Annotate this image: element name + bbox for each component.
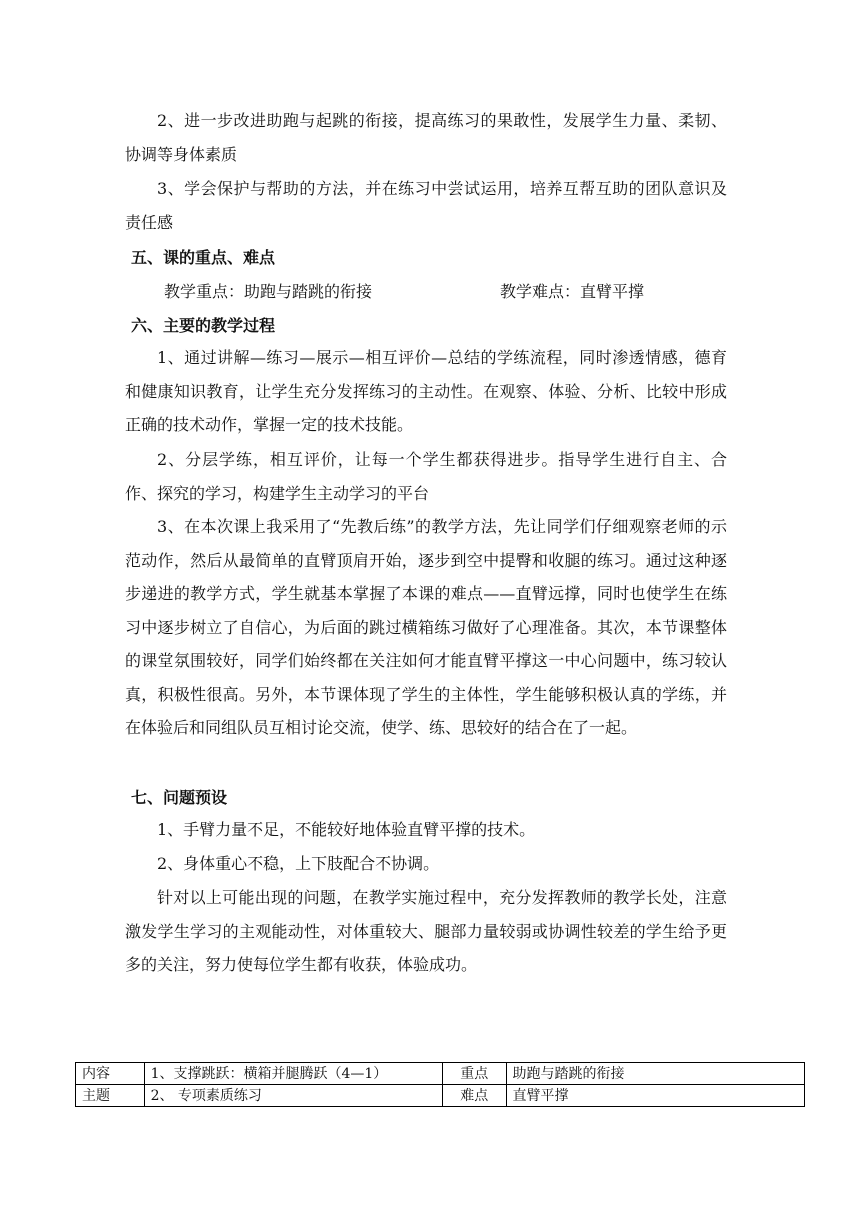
content-topic-label-top: 内容 (76, 1063, 145, 1085)
problem-paragraph-2: 2、身体重心不稳，上下肢配合不协调。 (157, 854, 440, 873)
content-item-2: 2、 专项素质练习 (144, 1085, 442, 1107)
table-row (76, 1085, 805, 1107)
problem-paragraph-1: 1、手臂力量不足，不能较好地体验直臂平撑的技术。 (157, 820, 536, 839)
table-row (76, 1063, 805, 1085)
section-7-heading: 七、问题预设 (131, 788, 228, 807)
section-6-heading: 六、主要的教学过程 (131, 316, 276, 335)
process-paragraph-3: 3、在本次课上我采用了“先教后练”的教学方法，先让同学们仔细观察老师的示范动作，然后从最简单的直臂顶肩开始，逐步到空中提臀和收腿的练习。通过这种逐步递进的教学方式，学生就基本掌握了本课的难点——直臂远撑，同时也使学生在练习中逐步树立了自信心，为后面的跳过横箱练习做好了心理准备。其次，本节课整体的课堂氛围较好，同学们始终都在关注如何才能直臂平撑这一中心问题中，练习较认真，积极性很高。另外，本节课体现了学生的主体性，学生能够积极认真的学练，并在体验后和同组队员互相讨论交流，使学、练、思较好的结合在了一起。 (125, 517, 727, 737)
key-point-text: 教学重点：助跑与踏跳的衔接 (164, 282, 373, 301)
section-5-heading: 五、课的重点、难点 (131, 248, 276, 267)
process-paragraph-2: 2、分层学练，相互评价，让每一个学生都获得进步。指导学生进行自主、合作、探究的学习，构建学生主动学习的平台 (125, 450, 727, 503)
difficulty-text: 教学难点：直臂平撑 (500, 282, 645, 301)
process-paragraph-1: 1、通过讲解—练习—展示—相互评价—总结的学练流程，同时渗透情感，德育和健康知识教育，让学生充分发挥练习的主动性。在观察、体验、分析、比较中形成正确的技术动作，掌握一定的技术技能。 (125, 348, 727, 434)
difficulty-value: 直臂平撑 (506, 1085, 804, 1107)
goal-paragraph-2: 2、进一步改进助跑与起跳的衔接，提高练习的果敢性，发展学生力量、柔韧、协调等身体素质 (125, 111, 727, 164)
key-point-label: 重点 (443, 1063, 507, 1085)
difficulty-label: 难点 (443, 1085, 507, 1107)
content-topic-label-bottom: 主题 (76, 1085, 145, 1107)
lesson-summary-table (75, 1062, 805, 1107)
goal-paragraph-3: 3、学会保护与帮助的方法，并在练习中尝试运用，培养互帮互助的团队意识及责任感 (125, 179, 727, 232)
key-point-value: 助跑与踏跳的衔接 (506, 1063, 804, 1085)
problem-paragraph-3: 针对以上可能出现的问题，在教学实施过程中，充分发挥教师的教学长处，注意激发学生学习的主观能动性，对体重较大、腿部力量较弱或协调性较差的学生给予更多的关注，努力使每位学生都有收获，体验成功。 (125, 888, 727, 974)
content-item-1: 1、支撑跳跃：横箱并腿腾跃（4—1） (144, 1063, 442, 1085)
